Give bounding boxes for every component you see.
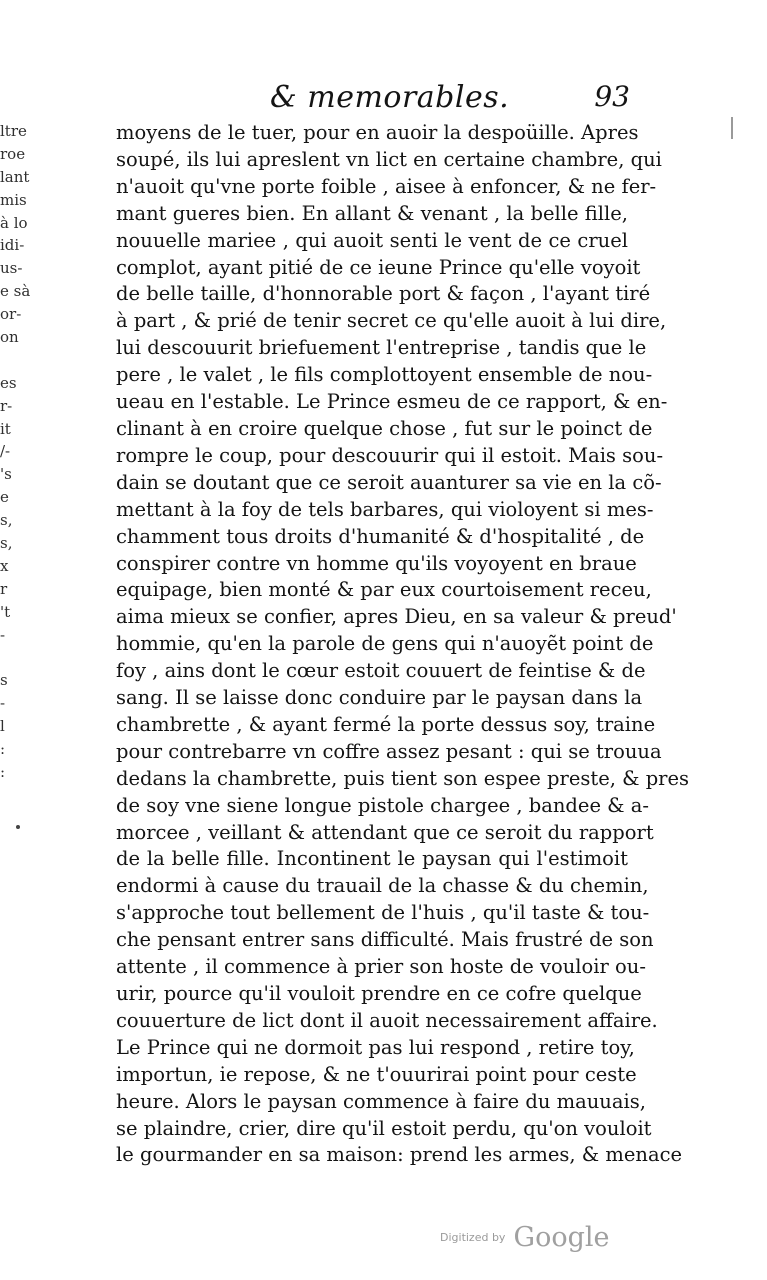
text-line: aima mieux se confier, apres Dieu, en sa valeur & preud' — [116, 605, 677, 629]
text-line: de belle taille, d'honnorable port & façon , l'ayant tiré — [116, 282, 651, 306]
text-line: endormi à cause du trauail de la chasse & du chemin, — [116, 874, 649, 898]
watermark-prefix: Digitized by — [440, 1231, 506, 1244]
margin-fragment: l — [0, 717, 5, 736]
margin-fragment: r — [0, 579, 8, 598]
margin-fragment: or- — [0, 305, 22, 324]
text-line: mant gueres bien. En allant & venant , la belle fille, — [116, 201, 628, 225]
ink-spot — [16, 825, 20, 829]
margin-fragment — [0, 646, 32, 669]
margin-fragment: lant — [0, 167, 30, 186]
margin-fragment — [0, 349, 32, 372]
text-line: hommie, qu'en la parole de gens qui n'auoyẽt point de — [116, 632, 654, 656]
margin-fragment: x — [0, 556, 9, 575]
margin-fragment: s, — [0, 534, 13, 553]
text-line: de soy vne siene longue pistole chargee , bandee & a- — [116, 793, 649, 817]
running-head: & memorables. — [270, 80, 510, 115]
google-logo: Google — [513, 1222, 610, 1253]
text-line: che pensant entrer sans difficulté. Mais frustré de son — [116, 928, 654, 952]
margin-fragment: mis — [0, 190, 27, 209]
margin-fragment: - — [0, 694, 6, 713]
text-line: rompre le coup, pour descouurir qui il estoit. Mais sou- — [116, 443, 664, 467]
text-line: morcee , veillant & attendant que ce seroit du rapport — [116, 820, 654, 844]
margin-fragment: idi- — [0, 236, 25, 255]
text-line: dain se doutant que ce seroit auanturer sa vie en la cõ- — [116, 470, 662, 494]
text-line: importun, ie repose, & ne t'ouurirai point pour ceste — [116, 1062, 637, 1086]
margin-fragment: s, — [0, 511, 13, 530]
margin-fragment: e sà — [0, 282, 31, 301]
text-line: lui descouurit briefuement l'entreprise , tandis que le — [116, 336, 647, 360]
text-line: attente , il commence à prier son hoste de vouloir ou- — [116, 955, 646, 979]
text-line: equipage, bien monté & par eux courtoisement receu, — [116, 578, 652, 602]
text-line: sang. Il se laisse donc conduire par le paysan dans la — [116, 686, 643, 710]
margin-fragment: es — [0, 373, 17, 392]
text-line: mettant à la foy de tels barbares, qui violoyent si mes- — [116, 497, 654, 521]
text-line: dedans la chambrette, puis tient son espee preste, & pres — [116, 766, 690, 790]
margin-fragment: ltre — [0, 122, 27, 140]
margin-fragment: 's — [0, 465, 12, 484]
digitization-watermark — [440, 1222, 610, 1253]
text-line: conspirer contre vn homme qu'ils voyoyent en braue — [116, 551, 637, 575]
edge-mark — [731, 117, 733, 139]
page-header — [270, 80, 630, 120]
margin-fragment: : — [0, 740, 6, 759]
text-line: couuerture de lict dont il auoit necessairement affaire. — [116, 1008, 658, 1032]
text-line: pour contrebarre vn coffre assez pesant : qui se trouua — [116, 739, 662, 763]
text-line: Le Prince qui ne dormoit pas lui respond , retire toy, — [116, 1035, 635, 1059]
text-line: heure. Alors le paysan commence à faire du mauuais, — [116, 1089, 646, 1113]
margin-fragment: - — [0, 625, 6, 644]
text-line: le gourmander en sa maison: prend les armes, & menace — [116, 1143, 683, 1167]
text-line: complot, ayant pitié de ce ieune Prince qu'elle voyoit — [116, 255, 641, 279]
text-line: nouuelle mariee , qui auoit senti le vent de ce cruel — [116, 228, 628, 252]
body-text — [116, 120, 690, 1169]
margin-fragment: à lo — [0, 213, 28, 232]
margin-fragment: on — [0, 328, 19, 347]
text-line: pere , le valet , le fils complottoyent ensemble de nou- — [116, 363, 653, 387]
margin-fragment: /- — [0, 442, 11, 461]
text-line: clinant à en croire quelque chose , fut sur le poinct de — [116, 416, 653, 440]
margin-fragment: : — [0, 762, 6, 781]
margin-fragment: r- — [0, 396, 13, 415]
margin-fragment: it — [0, 419, 11, 438]
text-line: chambrette , & ayant fermé la porte dessus soy, traine — [116, 712, 656, 736]
text-line: ueau en l'estable. Le Prince esmeu de ce rapport, & en- — [116, 390, 668, 414]
text-line: se plaindre, crier, dire qu'il estoit perdu, qu'on vouloit — [116, 1116, 652, 1140]
text-line: n'auoit qu'vne porte foible , aisee à enfoncer, & ne fer- — [116, 174, 657, 198]
margin-fragment: 't — [0, 602, 11, 621]
text-line: foy , ains dont le cœur estoit couuert de feintise & de — [116, 659, 646, 683]
text-line: chamment tous droits d'humanité & d'hospitalité , de — [116, 524, 645, 548]
margin-fragment: s — [0, 671, 8, 690]
page-number: 93 — [594, 80, 630, 113]
text-line: urir, pource qu'il vouloit prendre en ce cofre quelque — [116, 982, 642, 1005]
margin-fragment: e — [0, 488, 9, 507]
text-line: de la belle fille. Incontinent le paysan qui l'estimoit — [116, 847, 628, 871]
text-line: moyens de le tuer, pour en auoir la despoüille. Apres — [116, 121, 639, 144]
left-margin-fragments — [0, 120, 32, 784]
text-line: soupé, ils lui apreslent vn lict en certaine chambre, qui — [116, 147, 662, 171]
margin-fragment: us- — [0, 259, 23, 278]
margin-fragment: roe — [0, 144, 26, 163]
text-line: à part , & prié de tenir secret ce qu'elle auoit à lui dire, — [116, 309, 667, 333]
text-line: s'approche tout bellement de l'huis , qu'il taste & tou- — [116, 901, 650, 925]
